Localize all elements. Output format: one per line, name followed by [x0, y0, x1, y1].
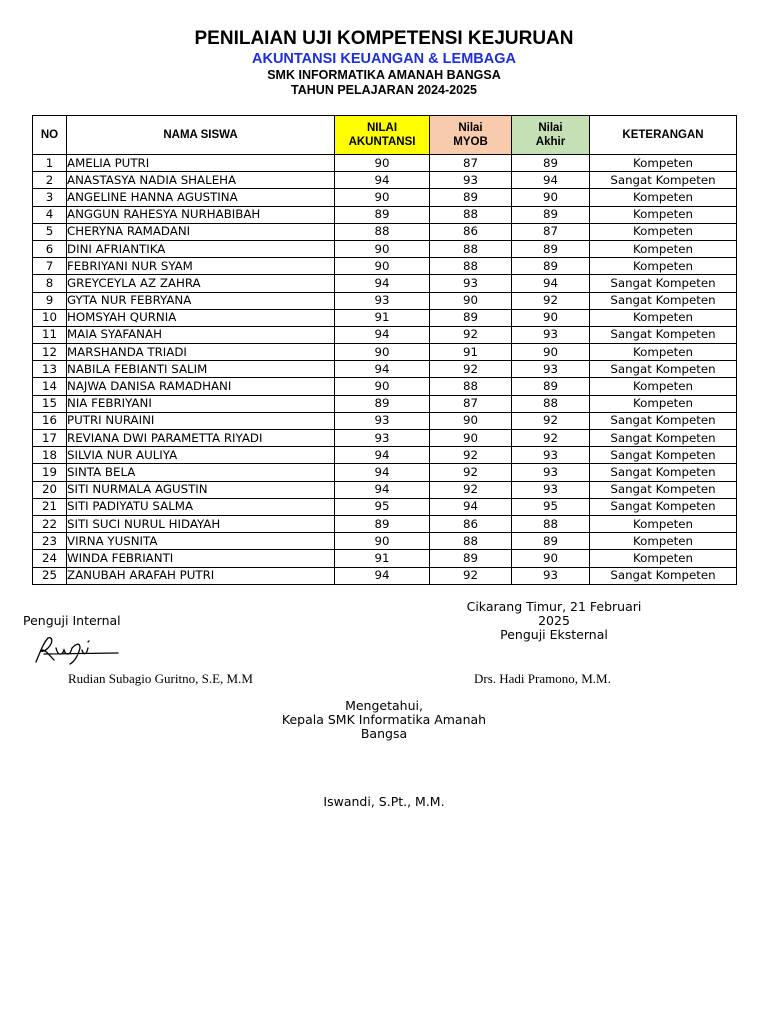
cell-nilai-myob: 88: [430, 533, 512, 550]
cell-nilai-myob: 90: [430, 412, 512, 429]
cell-nilai-akuntansi: 90: [335, 344, 430, 361]
table-row: [33, 258, 737, 275]
place-date-block: [438, 600, 670, 642]
table-row: [33, 292, 737, 309]
cell-nilai-akhir: 93: [512, 326, 590, 343]
cell-nilai-myob: 89: [430, 309, 512, 326]
grades-table-body: [33, 155, 737, 585]
cell-nilai-akuntansi: 93: [335, 292, 430, 309]
cell-keterangan: Sangat Kompeten: [590, 464, 737, 481]
cell-nilai-myob: 92: [430, 481, 512, 498]
cell-nama: MAIA SYAFANAH: [67, 326, 335, 343]
cell-nilai-akuntansi: 94: [335, 361, 430, 378]
cell-nama: PUTRI NURAINI: [67, 412, 335, 429]
cell-no: 18: [33, 447, 67, 464]
cell-nilai-akuntansi: 90: [335, 258, 430, 275]
cell-nama: GYTA NUR FEBRYANA: [67, 292, 335, 309]
grades-table: [32, 115, 737, 585]
column-header-myob-line1: Nilai: [458, 122, 483, 134]
table-row: [33, 172, 737, 189]
cell-nama: DINI AFRIANTIKA: [67, 240, 335, 257]
cell-nilai-akuntansi: 90: [335, 240, 430, 257]
cell-nilai-myob: 87: [430, 155, 512, 172]
cell-nilai-akhir: 90: [512, 309, 590, 326]
cell-nilai-myob: 92: [430, 361, 512, 378]
cell-nama: NAJWA DANISA RAMADHANI: [67, 378, 335, 395]
cell-keterangan: Sangat Kompeten: [590, 326, 737, 343]
headmaster-name: Iswandi, S.Pt., M.M.: [323, 794, 445, 809]
place-date-line2: 2025: [538, 613, 570, 628]
table-row: [33, 206, 737, 223]
cell-no: 2: [33, 172, 67, 189]
cell-nilai-akuntansi: 90: [335, 189, 430, 206]
cell-nilai-akhir: 93: [512, 464, 590, 481]
cell-keterangan: Sangat Kompeten: [590, 361, 737, 378]
cell-nama: WINDA FEBRIANTI: [67, 550, 335, 567]
cell-nilai-akuntansi: 93: [335, 412, 430, 429]
cell-nilai-akuntansi: 94: [335, 464, 430, 481]
cell-nilai-akuntansi: 90: [335, 533, 430, 550]
cell-nama: SINTA BELA: [67, 464, 335, 481]
table-row: [33, 498, 737, 515]
cell-nilai-akhir: 87: [512, 223, 590, 240]
cell-keterangan: Sangat Kompeten: [590, 430, 737, 447]
cell-nilai-akhir: 92: [512, 412, 590, 429]
cell-no: 1: [33, 155, 67, 172]
cell-nama: SITI SUCI NURUL HIDAYAH: [67, 515, 335, 532]
table-row: [33, 240, 737, 257]
cell-no: 5: [33, 223, 67, 240]
column-header-no: NO: [33, 116, 67, 155]
cell-no: 24: [33, 550, 67, 567]
cell-nilai-akuntansi: 94: [335, 326, 430, 343]
cell-keterangan: Kompeten: [590, 344, 737, 361]
cell-keterangan: Kompeten: [590, 240, 737, 257]
cell-nama: GREYCEYLA AZ ZAHRA: [67, 275, 335, 292]
headmaster-title-line1: Kepala SMK Informatika Amanah: [281, 712, 487, 727]
cell-no: 6: [33, 240, 67, 257]
cell-nilai-akuntansi: 94: [335, 481, 430, 498]
cell-nilai-akhir: 88: [512, 395, 590, 412]
cell-no: 11: [33, 326, 67, 343]
cell-nama: SILVIA NUR AULIYA: [67, 447, 335, 464]
cell-keterangan: Sangat Kompeten: [590, 292, 737, 309]
cell-nilai-myob: 92: [430, 567, 512, 584]
cell-keterangan: Kompeten: [590, 309, 737, 326]
headmaster-block: [250, 699, 518, 741]
cell-no: 12: [33, 344, 67, 361]
column-header-akhir-line2: Akhir: [535, 136, 566, 148]
cell-no: 8: [33, 275, 67, 292]
table-row: [33, 481, 737, 498]
cell-nama: ANGGUN RAHESYA NURHABIBAH: [67, 206, 335, 223]
cell-nama: SITI NURMALA AGUSTIN: [67, 481, 335, 498]
table-row: [33, 326, 737, 343]
cell-nilai-myob: 88: [430, 206, 512, 223]
cell-no: 17: [33, 430, 67, 447]
cell-nilai-akuntansi: 94: [335, 447, 430, 464]
cell-nilai-myob: 86: [430, 223, 512, 240]
internal-examiner-name: Rudian Subagio Guritno, S.E, M.M: [68, 671, 253, 686]
cell-nilai-akhir: 93: [512, 567, 590, 584]
cell-nilai-myob: 90: [430, 430, 512, 447]
school-name: SMK INFORMATIKA AMANAH BANGSA: [267, 68, 501, 82]
cell-nilai-akhir: 88: [512, 515, 590, 532]
cell-nama: NIA FEBRIYANI: [67, 395, 335, 412]
cell-nilai-akuntansi: 89: [335, 206, 430, 223]
cell-nilai-myob: 91: [430, 344, 512, 361]
column-header-myob: [430, 116, 512, 155]
cell-nilai-akhir: 92: [512, 430, 590, 447]
table-row: [33, 395, 737, 412]
internal-examiner-signature: [30, 634, 122, 666]
cell-nilai-myob: 88: [430, 258, 512, 275]
external-examiner-name: Drs. Hadi Pramono, M.M.: [474, 671, 611, 686]
cell-no: 13: [33, 361, 67, 378]
column-header-akuntansi-line2: AKUNTANSI: [348, 136, 416, 148]
table-row: [33, 378, 737, 395]
cell-nilai-akuntansi: 94: [335, 275, 430, 292]
cell-nilai-akhir: 90: [512, 550, 590, 567]
cell-nilai-akuntansi: 94: [335, 172, 430, 189]
cell-nilai-akhir: 89: [512, 258, 590, 275]
table-row: [33, 223, 737, 240]
table-row: [33, 155, 737, 172]
cell-nilai-akhir: 92: [512, 292, 590, 309]
cell-no: 3: [33, 189, 67, 206]
column-header-akuntansi-line1: NILAI: [366, 122, 398, 134]
table-row: [33, 344, 737, 361]
cell-nama: ZANUBAH ARAFAH PUTRI: [67, 567, 335, 584]
cell-no: 14: [33, 378, 67, 395]
table-header-row: [33, 116, 737, 155]
cell-nilai-akhir: 89: [512, 378, 590, 395]
cell-keterangan: Sangat Kompeten: [590, 447, 737, 464]
cell-nama: HOMSYAH QURNIA: [67, 309, 335, 326]
cell-no: 19: [33, 464, 67, 481]
internal-examiner-label: Penguji Internal: [23, 613, 121, 628]
cell-nilai-akuntansi: 93: [335, 430, 430, 447]
column-header-akhir: [512, 116, 590, 155]
document-title: PENILAIAN UJI KOMPETENSI KEJURUAN: [194, 28, 574, 49]
cell-nilai-akhir: 93: [512, 481, 590, 498]
cell-no: 10: [33, 309, 67, 326]
cell-keterangan: Kompeten: [590, 258, 737, 275]
cell-nilai-akhir: 93: [512, 447, 590, 464]
column-header-akuntansi: [335, 116, 430, 155]
cell-nilai-akuntansi: 90: [335, 378, 430, 395]
cell-nilai-akhir: 95: [512, 498, 590, 515]
table-row: [33, 309, 737, 326]
cell-no: 7: [33, 258, 67, 275]
cell-nilai-myob: 92: [430, 464, 512, 481]
headmaster-title-line2: Bangsa: [360, 726, 408, 741]
cell-keterangan: Kompeten: [590, 395, 737, 412]
cell-nama: VIRNA YUSNITA: [67, 533, 335, 550]
cell-nilai-myob: 94: [430, 498, 512, 515]
cell-no: 15: [33, 395, 67, 412]
cell-nilai-myob: 86: [430, 515, 512, 532]
cell-no: 23: [33, 533, 67, 550]
cell-nilai-myob: 92: [430, 326, 512, 343]
cell-no: 25: [33, 567, 67, 584]
table-row: [33, 361, 737, 378]
cell-nilai-akhir: 94: [512, 275, 590, 292]
cell-nilai-akuntansi: 89: [335, 515, 430, 532]
cell-no: 9: [33, 292, 67, 309]
cell-nilai-myob: 88: [430, 378, 512, 395]
cell-nama: ANASTASYA NADIA SHALEHA: [67, 172, 335, 189]
cell-nilai-akuntansi: 90: [335, 155, 430, 172]
cell-keterangan: Kompeten: [590, 533, 737, 550]
cell-nilai-akhir: 90: [512, 189, 590, 206]
cell-nama: ANGELINE HANNA AGUSTINA: [67, 189, 335, 206]
cell-nilai-myob: 92: [430, 447, 512, 464]
cell-nilai-akhir: 93: [512, 361, 590, 378]
column-header-keterangan: KETERANGAN: [590, 116, 737, 155]
cell-keterangan: Sangat Kompeten: [590, 172, 737, 189]
column-header-nama: NAMA SISWA: [67, 116, 335, 155]
cell-nilai-akuntansi: 95: [335, 498, 430, 515]
table-row: [33, 447, 737, 464]
cell-nilai-akuntansi: 91: [335, 309, 430, 326]
cell-nama: FEBRIYANI NUR SYAM: [67, 258, 335, 275]
column-header-myob-line2: MYOB: [453, 136, 488, 148]
cell-nama: REVIANA DWI PARAMETTA RIYADI: [67, 430, 335, 447]
cell-keterangan: Sangat Kompeten: [590, 481, 737, 498]
cell-nilai-akuntansi: 94: [335, 567, 430, 584]
cell-keterangan: Kompeten: [590, 378, 737, 395]
table-row: [33, 275, 737, 292]
cell-nilai-myob: 93: [430, 275, 512, 292]
cell-nilai-akuntansi: 91: [335, 550, 430, 567]
cell-nilai-myob: 87: [430, 395, 512, 412]
cell-nilai-myob: 88: [430, 240, 512, 257]
cell-nilai-myob: 93: [430, 172, 512, 189]
table-row: [33, 430, 737, 447]
cell-nilai-akhir: 89: [512, 240, 590, 257]
cell-nilai-akhir: 89: [512, 155, 590, 172]
cell-keterangan: Sangat Kompeten: [590, 567, 737, 584]
cell-nama: CHERYNA RAMADANI: [67, 223, 335, 240]
cell-nilai-akhir: 89: [512, 206, 590, 223]
cell-keterangan: Sangat Kompeten: [590, 275, 737, 292]
cell-nilai-akuntansi: 89: [335, 395, 430, 412]
cell-nilai-myob: 90: [430, 292, 512, 309]
cell-no: 16: [33, 412, 67, 429]
cell-keterangan: Kompeten: [590, 223, 737, 240]
cell-nama: SITI PADIYATU SALMA: [67, 498, 335, 515]
external-examiner-label: Penguji Eksternal: [500, 627, 608, 642]
cell-nama: MARSHANDA TRIADI: [67, 344, 335, 361]
cell-keterangan: Kompeten: [590, 550, 737, 567]
table-row: [33, 533, 737, 550]
cell-keterangan: Kompeten: [590, 155, 737, 172]
cell-nilai-myob: 89: [430, 189, 512, 206]
cell-keterangan: Kompeten: [590, 515, 737, 532]
cell-nilai-myob: 89: [430, 550, 512, 567]
program-subtitle: AKUNTANSI KEUANGAN & LEMBAGA: [252, 51, 516, 67]
cell-nilai-akuntansi: 88: [335, 223, 430, 240]
cell-nilai-akhir: 94: [512, 172, 590, 189]
table-row: [33, 567, 737, 584]
cell-no: 4: [33, 206, 67, 223]
table-row: [33, 515, 737, 532]
place-date-line1: Cikarang Timur, 21 Februari: [466, 599, 642, 614]
academic-year: TAHUN PELAJARAN 2024-2025: [291, 83, 477, 97]
acknowledge-label: Mengetahui,: [345, 698, 423, 713]
table-row: [33, 189, 737, 206]
cell-no: 20: [33, 481, 67, 498]
cell-keterangan: Kompeten: [590, 206, 737, 223]
table-row: [33, 550, 737, 567]
cell-nilai-akhir: 89: [512, 533, 590, 550]
table-row: [33, 464, 737, 481]
table-row: [33, 412, 737, 429]
column-header-akhir-line1: Nilai: [538, 122, 563, 134]
cell-nama: AMELIA PUTRI: [67, 155, 335, 172]
cell-no: 22: [33, 515, 67, 532]
cell-keterangan: Sangat Kompeten: [590, 498, 737, 515]
cell-keterangan: Sangat Kompeten: [590, 412, 737, 429]
cell-keterangan: Kompeten: [590, 189, 737, 206]
cell-nama: NABILA FEBIANTI SALIM: [67, 361, 335, 378]
cell-nilai-akhir: 90: [512, 344, 590, 361]
cell-no: 21: [33, 498, 67, 515]
